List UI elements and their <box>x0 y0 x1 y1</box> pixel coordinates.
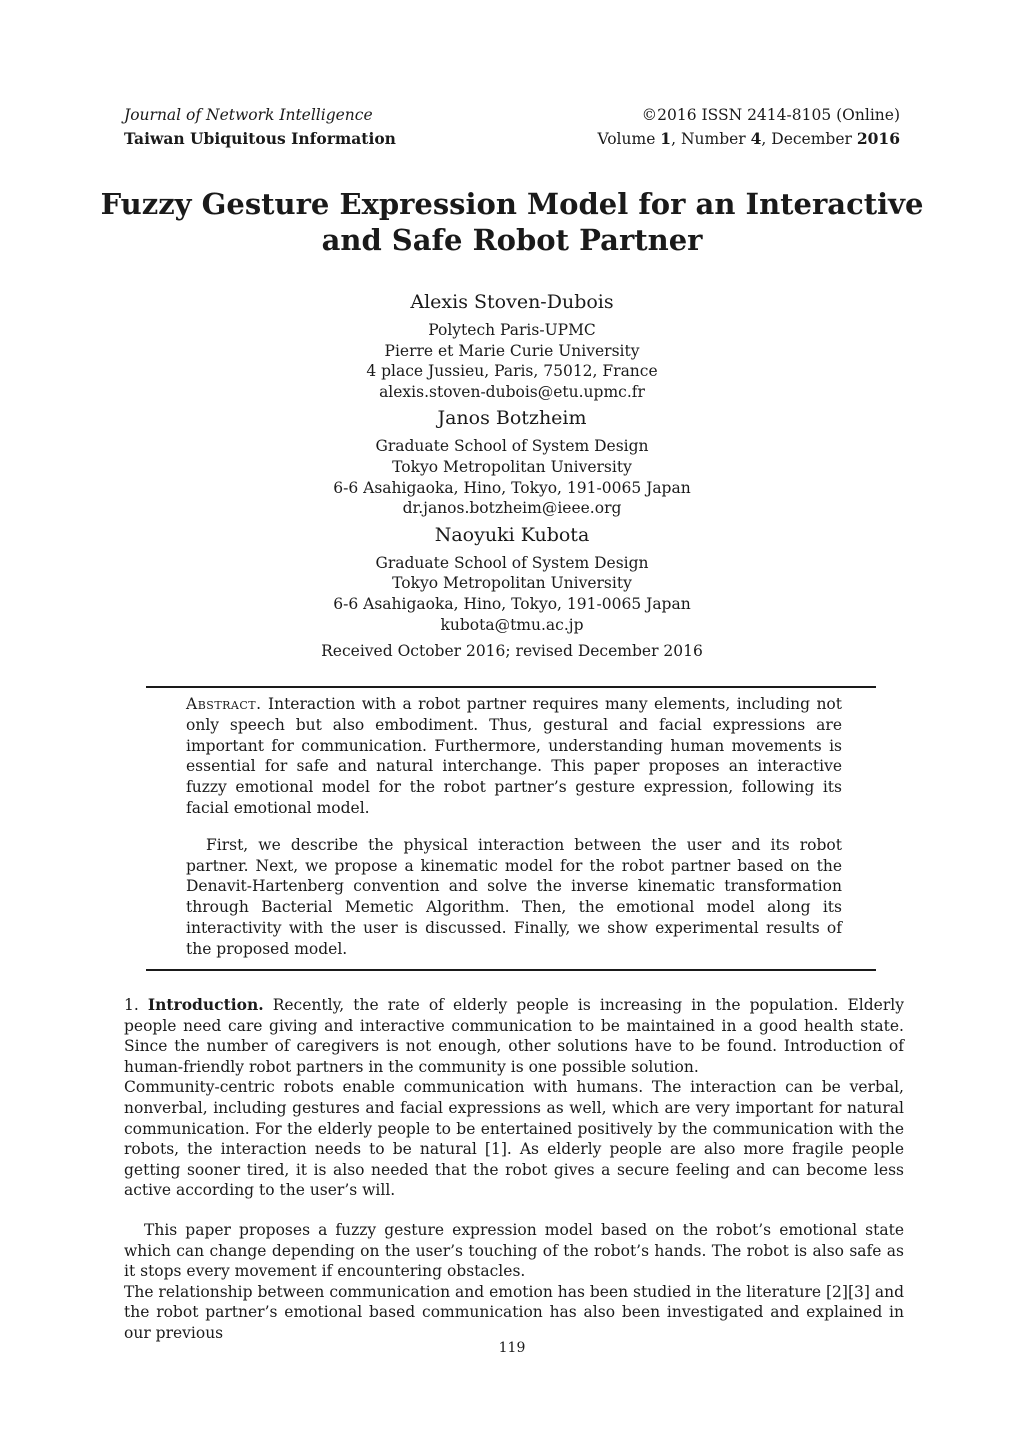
affiliation-line: 4 place Jussieu, Paris, 75012, France <box>366 362 658 381</box>
affiliation-line: Polytech Paris-UPMC <box>428 321 596 339</box>
section-heading: Introduction. <box>147 995 264 1014</box>
body-paragraph: Community-centric robots enable communication with humans. The interaction can be verbal, nonverbal, including gestures and facial expressions as well, which are very important for natural communication. For the elderly people to be entertained positively by the communication with the robots, the interaction needs to be natural [1]. As elderly people are also more fragile people getting sooner tired, it is also needed that the robot gives a secure feeling and can become less active according to the user’s will. <box>124 1078 904 1200</box>
author-name: Alexis Stoven-Dubois <box>410 291 614 313</box>
publisher-name: Taiwan Ubiquitous Information <box>124 129 396 148</box>
abstract-top-rule <box>146 686 876 688</box>
publication-year: 2016 <box>856 129 900 148</box>
author-email: alexis.stoven-dubois@etu.upmc.fr <box>379 382 645 401</box>
body-paragraph: This paper proposes a fuzzy gesture expression model based on the robot’s emotional state which can change depending on the user’s touching of the robot’s hands. The robot is also safe as it stops every movement if encountering obstacles. <box>124 1220 904 1281</box>
issue-number: 4 <box>750 129 762 148</box>
journal-name: Journal of Network Intelligence <box>124 106 373 124</box>
author-email: kubota@tmu.ac.jp <box>440 615 584 634</box>
affiliation-line: 6-6 Asahigaoka, Hino, Tokyo, 191-0065 Japan <box>333 594 691 613</box>
author-name: Naoyuki Kubota <box>434 523 590 546</box>
running-header-left <box>124 104 396 150</box>
abstract-bottom-rule <box>146 969 876 971</box>
body-paragraph: 1. Introduction. Recently, the rate of elderly people is increasing in the population. Elderly people need care giving and interactive communication to be maintained in a good health state. Since the number of caregivers is not enough, other solutions have to be found. Introduction of human-friendly robot partners in the community is one possible solution. <box>124 995 904 1076</box>
affiliation-line: 6-6 Asahigaoka, Hino, Tokyo, 191-0065 Japan <box>333 478 691 497</box>
abstract-paragraph: Abstract. Interaction with a robot partner requires many elements, including not only speech but also embodiment. Thus, gestural and facial expressions are important for communication. Furthermore, understanding human movements is essential for safe and natural interchange. This paper proposes an interactive fuzzy emotional model for the robot partner’s gesture expression, following its facial emotional model. <box>186 695 842 817</box>
page-number: 119 <box>498 1340 526 1356</box>
body-paragraph: The relationship between communication and emotion has been studied in the literature [2][3] and the robot partner’s emotional based communication has also been investigated and explained in our previous <box>124 1282 904 1342</box>
abstract <box>186 694 842 960</box>
affiliation-line: Tokyo Metropolitan University <box>392 574 632 593</box>
author-list <box>200 290 824 661</box>
affiliation-line: Graduate School of System Design <box>375 553 649 572</box>
abstract-label: Abstract. <box>186 695 262 713</box>
author-block <box>200 523 824 635</box>
volume-info: Volume 1, Number 4, December 2016 <box>597 129 900 148</box>
author-block <box>200 290 824 402</box>
running-header-right <box>597 104 900 151</box>
affiliation-line: Tokyo Metropolitan University <box>392 457 632 476</box>
affiliation-line: Graduate School of System Design <box>375 437 649 456</box>
abstract-paragraph: First, we describe the physical interaction between the user and its robot partner. Next, we propose a kinematic model for the robot partner based on the Denavit-Hartenberg convention and solve the inverse kinematic transformation through Bacterial Memetic Algorithm. Then, the emotional model along its interactivity with the user is discussed. Finally, we show experimental results of the proposed model. <box>186 835 842 958</box>
paper-title: Fuzzy Gesture Expression Model for an Interactive and Safe Robot Partner <box>100 187 924 257</box>
affiliation-line: Pierre et Marie Curie University <box>384 341 640 360</box>
copyright-issn: ©2016 ISSN 2414-8105 (Online) <box>641 106 900 124</box>
received-dates: Received October 2016; revised December 2016 <box>321 642 703 661</box>
introduction-section <box>124 995 904 1344</box>
author-name: Janos Botzheim <box>437 407 587 430</box>
section-number: 1. <box>124 996 139 1014</box>
author-email: dr.janos.botzheim@ieee.org <box>402 499 622 518</box>
volume-number: 1 <box>660 129 672 148</box>
author-block <box>200 406 824 518</box>
